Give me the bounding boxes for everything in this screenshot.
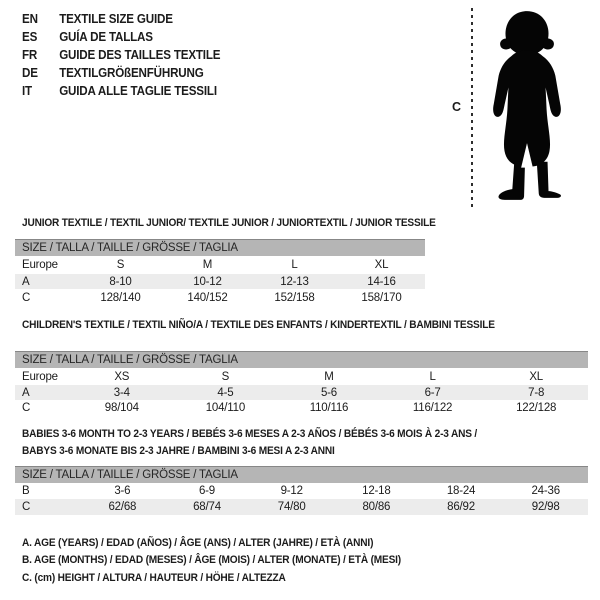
section-heading-line: BABYS 3-6 MONATE BIS 2-3 JAHRE / BAMBINI 3-6 MESI A 2-3 ANNI (22, 445, 335, 457)
footnote-line: B. AGE (MONTHS) / EDAD (MESES) / ÂGE (MOIS) / ALTER (MONATE) / ETÀ (MESI) (22, 554, 401, 567)
row-cells (77, 259, 425, 271)
row-cells (80, 501, 588, 513)
language-label: TEXTILGRÖßENFÜHRUNG (59, 66, 204, 80)
row-label: Europe (22, 259, 58, 271)
size-header-bar: SIZE / TALLA / TAILLE / GRÖSSE / TAGLIA (15, 351, 588, 368)
size-cell: 68/74 (193, 501, 221, 513)
size-cell: 5-6 (320, 386, 337, 399)
language-label: GUÍA DE TALLAS (59, 30, 153, 44)
row-cells (70, 402, 588, 414)
size-cell: 12-13 (280, 275, 309, 288)
size-cell: XL (529, 370, 543, 383)
size-cell: 18-24 (446, 485, 476, 497)
table-row (15, 400, 588, 416)
size-cell: 92/98 (531, 501, 560, 513)
size-cell: L (291, 259, 298, 271)
size-header-bar: SIZE / TALLA / TAILLE / GRÖSSE / TAGLIA (15, 239, 425, 256)
size-cell: XL (374, 259, 389, 271)
size-cell: 8-10 (109, 275, 132, 288)
size-cell: 62/68 (108, 501, 137, 513)
section-heading-children (22, 317, 495, 334)
size-cell: 7-8 (528, 386, 545, 399)
row-label: C (22, 291, 31, 304)
row-label: A (22, 386, 30, 399)
size-cell: 3-6 (114, 485, 131, 497)
table-row (15, 256, 425, 274)
size-cell: M (202, 259, 213, 271)
row-label: C (22, 501, 31, 513)
table-row (15, 385, 588, 400)
size-cell: 152/158 (274, 291, 315, 304)
section-heading-junior (22, 215, 436, 232)
height-measure-dashed-line (471, 8, 473, 207)
size-cell: 140/152 (187, 291, 228, 304)
baby-silhouette-icon (483, 8, 571, 206)
row-label: A (22, 275, 30, 288)
language-row (22, 46, 220, 64)
language-code: EN (22, 12, 38, 26)
size-cell: 110/116 (309, 402, 349, 414)
size-cell: 122/128 (516, 402, 557, 414)
row-cells (70, 387, 588, 399)
size-cell: 98/104 (104, 402, 139, 414)
size-table-junior (15, 239, 425, 306)
section-heading-line: CHILDREN'S TEXTILE / TEXTIL NIÑO/A / TEXTILE DES ENFANTS / KINDERTEXTIL / BAMBINI TESSILE (22, 319, 495, 331)
footnote-line: A. AGE (YEARS) / EDAD (AÑOS) / ÂGE (ANS) / ALTER (JAHRE) / ETÀ (ANNI) (22, 537, 374, 549)
size-cell: 6-9 (198, 485, 216, 497)
size-cell: 24-36 (531, 485, 560, 497)
row-cells (77, 276, 425, 288)
figure-height-label: C (452, 100, 462, 114)
language-row (22, 64, 220, 82)
size-cell: 4-5 (217, 386, 234, 399)
language-label: GUIDE DES TAILLES TEXTILE (59, 48, 221, 62)
size-cell: 116/122 (412, 402, 453, 414)
size-cell: 3-4 (113, 386, 130, 399)
size-cell: S (221, 370, 230, 383)
size-cell: 6-7 (424, 386, 441, 399)
table-row (15, 368, 588, 385)
footnote-line: C. (cm) HEIGHT / ALTURA / HAUTEUR / HÖHE / ALTEZZA (22, 571, 286, 584)
size-table-children (15, 351, 588, 416)
language-code: DE (22, 66, 38, 80)
size-table-babies (15, 466, 588, 515)
language-label: TEXTILE SIZE GUIDE (59, 12, 173, 26)
language-row (22, 10, 220, 28)
size-cell: 158/170 (361, 291, 402, 304)
table-row (15, 483, 588, 499)
size-cell: M (324, 370, 334, 383)
footnotes (22, 535, 401, 587)
row-label: Europe (22, 370, 58, 383)
row-cells (77, 292, 425, 304)
language-row (22, 28, 220, 46)
size-cell: 128/140 (100, 291, 141, 304)
row-label: C (22, 402, 31, 414)
table-row (15, 289, 425, 306)
table-row (15, 274, 425, 289)
language-code: FR (22, 48, 38, 62)
size-cell: 86/92 (447, 501, 475, 513)
size-cell: XS (114, 370, 130, 383)
size-cell: 74/80 (277, 501, 306, 513)
size-cell: L (429, 370, 436, 383)
size-header-bar: SIZE / TALLA / TAILLE / GRÖSSE / TAGLIA (15, 466, 588, 483)
section-heading-line: JUNIOR TEXTILE / TEXTIL JUNIOR/ TEXTILE JUNIOR / JUNIORTEXTIL / JUNIOR TESSILE (22, 217, 436, 229)
language-label: GUIDA ALLE TAGLIE TESSILI (59, 84, 217, 98)
row-cells (80, 485, 588, 497)
table-row (15, 499, 588, 515)
size-cell: S (116, 259, 125, 271)
size-cell: 80/86 (362, 501, 391, 513)
language-row (22, 82, 220, 100)
size-cell: 104/110 (205, 402, 246, 414)
row-cells (70, 371, 588, 383)
section-heading-babies (22, 426, 477, 460)
language-code: IT (22, 84, 32, 98)
language-list (22, 10, 220, 100)
section-heading-line: BABIES 3-6 MONTH TO 2-3 YEARS / BEBÉS 3-6 MESES A 2-3 AÑOS / BÉBÉS 3-6 MOIS À 2-3 ANS / (22, 428, 478, 440)
language-code: ES (22, 30, 38, 44)
size-cell: 14-16 (367, 275, 396, 288)
size-cell: 9-12 (280, 485, 303, 497)
size-cell: 12-18 (362, 485, 391, 497)
size-cell: 10-12 (193, 275, 222, 288)
row-label: B (22, 485, 30, 497)
